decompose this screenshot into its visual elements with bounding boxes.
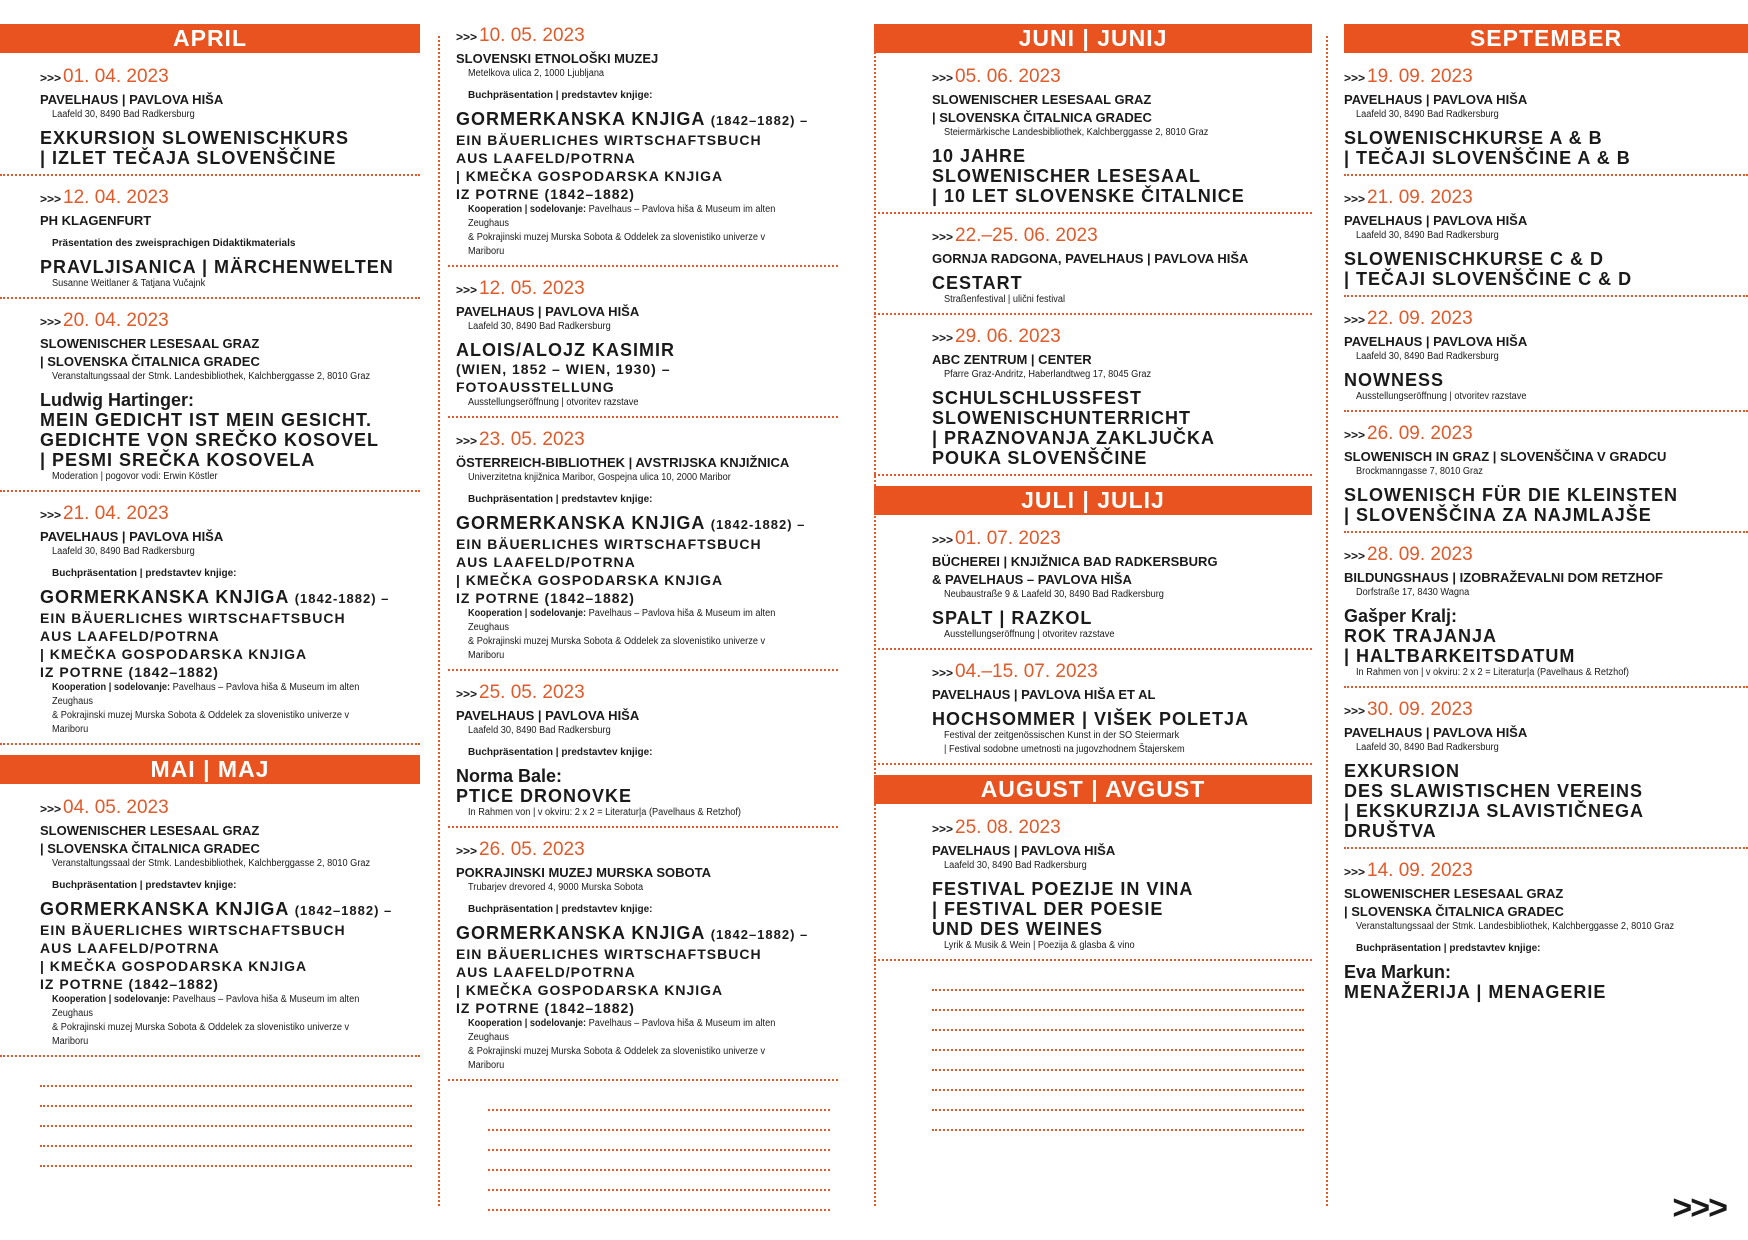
title-main: GORMERKANSKA KNJIGA <box>456 513 705 533</box>
event-note: | Festival sodobne umetnosti na jugovzhodnem Štajerskem <box>944 744 1185 755</box>
date-text: 30. 09. 2023 <box>1367 699 1473 720</box>
blank-line <box>488 1151 830 1171</box>
event-subtitle: | KMEČKA GOSPODARSKA KNJIGA <box>456 572 724 588</box>
event-note: Moderation | pogovor vodi: Erwin Köstler <box>52 471 218 482</box>
event-entry <box>0 309 420 492</box>
event-venue: SLOVENSKI ETNOLOŠKI MUZEJ <box>456 51 659 66</box>
event-venue: PAVELHAUS | PAVLOVA HIŠA <box>456 708 640 723</box>
event-kind: Buchpräsentation | predstavtev knjige: <box>468 90 653 101</box>
event-subtitle: IZ POTRNE (1842–1882) <box>456 186 635 202</box>
date-text: 04. 05. 2023 <box>63 797 169 818</box>
title-main: GORMERKANSKA KNJIGA <box>456 923 705 943</box>
event-date <box>40 796 412 821</box>
event-date <box>40 502 412 527</box>
event-title: MENAŽERIJA | MENAGERIE <box>1344 982 1607 1002</box>
event-venue: PAVELHAUS | PAVLOVA HIŠA ET AL <box>932 687 1156 702</box>
event-title <box>456 923 830 945</box>
event-venue: | SLOVENSKA ČITALNICA GRADEC <box>40 841 260 856</box>
blank-line <box>932 991 1304 1011</box>
event-venue: PAVELHAUS | PAVLOVA HIŠA <box>1344 334 1528 349</box>
coop-text: Pavelhaus – Pavlova hiša & Museum im alten Zeughaus <box>52 994 360 1019</box>
event-address: Laafeld 30, 8490 Bad Radkersburg <box>1356 230 1499 241</box>
event-address: Laafeld 30, 8490 Bad Radkersburg <box>944 860 1087 871</box>
coop-text-2: & Pokrajinski muzej Murska Sobota & Oddelek za slovenistiko univerze v Mariboru <box>52 710 350 735</box>
event-entry <box>0 65 420 176</box>
event-note: Ausstellungseröffnung | otvoritev razstave <box>1356 391 1527 402</box>
event-kind: Buchpräsentation | predstavtev knjige: <box>468 747 653 758</box>
column-divider <box>1326 36 1328 1206</box>
event-title: EXKURSION <box>1344 761 1461 781</box>
event-title: DRUŠTVA <box>1344 821 1437 841</box>
event-cooperation <box>468 203 801 231</box>
date-text: 26. 05. 2023 <box>479 839 585 860</box>
date-arrows: >>> <box>932 71 954 85</box>
event-title: | 10 LET SLOVENSKE ČITALNICE <box>932 186 1245 206</box>
blank-line <box>40 1107 412 1127</box>
event-subtitle: AUS LAAFELD/POTRNA <box>456 150 636 166</box>
blank-line <box>932 971 1304 991</box>
date-arrows: >>> <box>932 822 954 836</box>
event-date <box>932 660 1304 685</box>
event-address: Univerzitetna knjižnica Maribor, Gospejna ulica 10, 2000 Maribor <box>468 472 731 483</box>
column-september <box>1344 24 1748 1018</box>
event-title: POUKA SLOVENŠČINE <box>932 448 1148 468</box>
event-subtitle: EIN BÄUERLICHES WIRTSCHAFTSBUCH <box>456 536 762 552</box>
event-date <box>932 325 1304 350</box>
event-subtitle: FOTOAUSSTELLUNG <box>456 379 615 395</box>
event-title: NOWNESS <box>1344 370 1445 390</box>
blank-line <box>932 1091 1304 1111</box>
column-april-may <box>0 24 420 1167</box>
date-arrows: >>> <box>1344 549 1366 563</box>
date-text: 29. 06. 2023 <box>955 326 1061 347</box>
date-arrows: >>> <box>932 666 954 680</box>
event-author: Eva Markun: <box>1344 962 1452 982</box>
date-text: 19. 09. 2023 <box>1367 66 1473 87</box>
event-title: SPALT | RAZKOL <box>932 608 1093 628</box>
event-title <box>456 109 830 131</box>
date-arrows: >>> <box>40 315 62 329</box>
column-june-august <box>874 24 1312 1131</box>
event-subtitle: (WIEN, 1852 – WIEN, 1930) – <box>456 361 671 377</box>
event-title: SLOWENISCH FÜR DIE KLEINSTEN <box>1344 485 1679 505</box>
event-venue: PAVELHAUS | PAVLOVA HIŠA <box>1344 213 1528 228</box>
event-venue: | SLOVENSKA ČITALNICA GRADEC <box>40 354 260 369</box>
coop-label: Kooperation | sodelovanje: <box>468 608 587 619</box>
event-address: Steiermärkische Landesbibliothek, Kalchberggasse 2, 8010 Graz <box>944 127 1209 138</box>
coop-label: Kooperation | sodelovanje: <box>52 994 171 1005</box>
event-title: PRAVLJISANICA | MÄRCHENWELTEN <box>40 257 394 277</box>
blank-line <box>932 1031 1304 1051</box>
coop-text: Pavelhaus – Pavlova hiša & Museum im alten Zeughaus <box>52 682 360 707</box>
event-title: DES SLAWISTISCHEN VEREINS <box>1344 781 1644 801</box>
event-date <box>456 681 830 706</box>
column-divider <box>874 36 876 1206</box>
event-date <box>1344 307 1740 332</box>
event-title: SLOWENISCHUNTERRICHT <box>932 408 1191 428</box>
event-date <box>1344 186 1740 211</box>
month-header: AUGUST | AVGUST <box>874 775 1312 804</box>
date-arrows: >>> <box>1344 192 1366 206</box>
event-cooperation <box>468 1017 801 1045</box>
event-title: | PESMI SREČKA KOSOVELA <box>40 450 316 470</box>
blank-line <box>932 1071 1304 1091</box>
event-date <box>40 309 412 334</box>
date-text: 21. 09. 2023 <box>1367 187 1473 208</box>
event-entry <box>874 660 1312 765</box>
blank-line <box>488 1091 830 1111</box>
event-date <box>1344 859 1740 884</box>
date-text: 05. 06. 2023 <box>955 66 1061 87</box>
event-note: Festival der zeitgenössischen Kunst in der SO Steiermark <box>944 730 1180 741</box>
event-note: Ausstellungseröffnung | otvoritev razstave <box>468 397 639 408</box>
date-arrows: >>> <box>1344 428 1366 442</box>
coop-text-2: & Pokrajinski muzej Murska Sobota & Oddelek za slovenistiko univerze v Mariboru <box>468 1046 766 1071</box>
column-divider <box>438 36 440 1206</box>
date-arrows: >>> <box>932 230 954 244</box>
event-address: Laafeld 30, 8490 Bad Radkersburg <box>52 109 195 120</box>
coop-text-2: & Pokrajinski muzej Murska Sobota & Oddelek za slovenistiko univerze v Mariboru <box>468 232 766 257</box>
event-address: Dorfstraße 17, 8430 Wagna <box>1356 587 1470 598</box>
title-year: (1842-1882) – <box>294 591 390 606</box>
event-date <box>932 65 1304 90</box>
event-subtitle: | KMEČKA GOSPODARSKA KNJIGA <box>40 958 308 974</box>
event-title: SLOWENISCHKURSE C & D <box>1344 249 1605 269</box>
event-venue: PAVELHAUS | PAVLOVA HIŠA <box>40 92 224 107</box>
event-address: Laafeld 30, 8490 Bad Radkersburg <box>52 546 195 557</box>
event-address: Laafeld 30, 8490 Bad Radkersburg <box>1356 109 1499 120</box>
date-text: 25. 05. 2023 <box>479 682 585 703</box>
event-date <box>1344 65 1740 90</box>
event-title: MEIN GEDICHT IST MEIN GESICHT. <box>40 410 373 430</box>
event-title: | TEČAJI SLOVENŠČINE C & D <box>1344 269 1633 289</box>
event-date <box>456 838 830 863</box>
date-text: 22. 09. 2023 <box>1367 308 1473 329</box>
date-text: 14. 09. 2023 <box>1367 860 1473 881</box>
event-title <box>40 899 412 921</box>
event-entry <box>448 24 838 267</box>
date-arrows: >>> <box>1344 313 1366 327</box>
event-venue: PAVELHAUS | PAVLOVA HIŠA <box>40 529 224 544</box>
event-date <box>1344 543 1740 568</box>
event-entry <box>1344 186 1748 297</box>
event-venue: PH KLAGENFURT <box>40 213 152 228</box>
event-title: | EKSKURZIJA SLAVISTIČNEGA <box>1344 801 1645 821</box>
event-entry <box>874 65 1312 214</box>
event-title: SLOWENISCHER LESESAAL <box>932 166 1202 186</box>
date-text: 26. 09. 2023 <box>1367 423 1473 444</box>
event-subtitle: | KMEČKA GOSPODARSKA KNJIGA <box>456 982 724 998</box>
event-subtitle: | KMEČKA GOSPODARSKA KNJIGA <box>40 646 308 662</box>
event-entry <box>448 681 838 828</box>
blank-line <box>40 1127 412 1147</box>
event-title <box>40 587 412 609</box>
event-cooperation <box>468 607 801 635</box>
event-entry <box>1344 422 1748 533</box>
event-title: | HALTBARKEITSDATUM <box>1344 646 1576 666</box>
event-entry <box>1344 859 1748 1008</box>
event-entry <box>1344 543 1748 688</box>
event-subtitle: EIN BÄUERLICHES WIRTSCHAFTSBUCH <box>40 922 346 938</box>
event-subtitle: AUS LAAFELD/POTRNA <box>456 554 636 570</box>
date-text: 04.–15. 07. 2023 <box>955 661 1098 682</box>
event-kind: Buchpräsentation | predstavtev knjige: <box>468 904 653 915</box>
blank-line <box>488 1191 830 1211</box>
blank-line <box>40 1087 412 1107</box>
coop-text: Pavelhaus – Pavlova hiša & Museum im alten Zeughaus <box>468 1018 776 1043</box>
date-arrows: >>> <box>932 331 954 345</box>
coop-label: Kooperation | sodelovanje: <box>52 682 171 693</box>
title-year: (1842–1882) – <box>294 903 393 918</box>
event-entry <box>874 325 1312 476</box>
blank-line <box>932 1111 1304 1131</box>
event-kind: Buchpräsentation | predstavtev knjige: <box>468 494 653 505</box>
event-title: CESTART <box>932 273 1023 293</box>
event-venue: SLOWENISCHER LESESAAL GRAZ <box>1344 886 1564 901</box>
event-subtitle: IZ POTRNE (1842–1882) <box>456 1000 635 1016</box>
event-venue: SLOWENISCHER LESESAAL GRAZ <box>40 823 260 838</box>
event-venue: & PAVELHAUS – PAVLOVA HIŠA <box>932 572 1132 587</box>
event-cooperation <box>52 993 383 1021</box>
event-subtitle: EIN BÄUERLICHES WIRTSCHAFTSBUCH <box>40 610 346 626</box>
coop-text-2: & Pokrajinski muzej Murska Sobota & Oddelek za slovenistiko univerze v Mariboru <box>52 1022 350 1047</box>
event-date <box>932 527 1304 552</box>
event-entry <box>448 838 838 1081</box>
event-author: Ludwig Hartinger: <box>40 390 194 410</box>
event-subtitle: IZ POTRNE (1842–1882) <box>456 590 635 606</box>
blank-line <box>40 1147 412 1167</box>
date-arrows: >>> <box>40 71 62 85</box>
event-venue: SLOWENISCHER LESESAAL GRAZ <box>40 336 260 351</box>
event-title: | FESTIVAL DER POESIE <box>932 899 1164 919</box>
event-date <box>1344 698 1740 723</box>
event-entry <box>874 224 1312 315</box>
event-address: Laafeld 30, 8490 Bad Radkersburg <box>1356 351 1499 362</box>
blank-line <box>40 1067 412 1087</box>
event-entry <box>1344 307 1748 412</box>
event-venue: POKRAJINSKI MUZEJ MURSKA SOBOTA <box>456 865 711 880</box>
event-date <box>1344 422 1740 447</box>
event-address: Laafeld 30, 8490 Bad Radkersburg <box>468 725 611 736</box>
month-header: SEPTEMBER <box>1344 24 1748 53</box>
event-address: Veranstaltungssaal der Stmk. Landesbibliothek, Kalchberggasse 2, 8010 Graz <box>1356 921 1675 932</box>
event-subtitle: | KMEČKA GOSPODARSKA KNJIGA <box>456 168 724 184</box>
date-arrows: >>> <box>1344 704 1366 718</box>
event-title: PTICE DRONOVKE <box>456 786 633 806</box>
event-venue: ÖSTERREICH-BIBLIOTHEK | AVSTRIJSKA KNJIŽNICA <box>456 455 790 470</box>
event-date <box>456 428 830 453</box>
event-title <box>456 513 830 535</box>
date-text: 23. 05. 2023 <box>479 429 585 450</box>
event-venue: SLOWENISCHER LESESAAL GRAZ <box>932 92 1152 107</box>
event-title: 10 JAHRE <box>932 146 1027 166</box>
event-title: | PRAZNOVANJA ZAKLJUČKA <box>932 428 1216 448</box>
date-arrows: >>> <box>40 508 62 522</box>
event-note: Susanne Weitlaner & Tatjana Vučajnk <box>52 278 206 289</box>
event-title: HOCHSOMMER | VIŠEK POLETJA <box>932 709 1250 729</box>
event-address: Laafeld 30, 8490 Bad Radkersburg <box>1356 742 1499 753</box>
event-venue: BILDUNGSHAUS | IZOBRAŽEVALNI DOM RETZHOF <box>1344 570 1663 585</box>
date-arrows: >>> <box>456 687 478 701</box>
event-title: ALOIS/ALOJZ KASIMIR <box>456 340 676 360</box>
event-venue: PAVELHAUS | PAVLOVA HIŠA <box>932 843 1116 858</box>
date-text: 12. 04. 2023 <box>63 187 169 208</box>
event-address: Pfarre Graz-Andritz, Haberlandtweg 17, 8045 Graz <box>944 369 1152 380</box>
event-subtitle: AUS LAAFELD/POTRNA <box>40 628 220 644</box>
blank-line <box>932 1011 1304 1031</box>
date-text: 10. 05. 2023 <box>479 25 585 46</box>
event-address: Veranstaltungssaal der Stmk. Landesbibliothek, Kalchberggasse 2, 8010 Graz <box>52 371 371 382</box>
event-venue: | SLOVENSKA ČITALNICA GRADEC <box>932 110 1152 125</box>
event-subtitle: AUS LAAFELD/POTRNA <box>456 964 636 980</box>
event-title: ROK TRAJANJA <box>1344 626 1498 646</box>
month-header: APRIL <box>0 24 420 53</box>
date-arrows: >>> <box>40 192 62 206</box>
event-title: GEDICHTE VON SREČKO KOSOVEL <box>40 430 380 450</box>
coop-text: Pavelhaus – Pavlova hiša & Museum im alten Zeughaus <box>468 204 776 229</box>
next-page-arrow[interactable]: >>> <box>1672 1189 1726 1227</box>
date-text: 21. 04. 2023 <box>63 503 169 524</box>
event-venue: BÜCHEREI | KNJIŽNICA BAD RADKERSBURG <box>932 554 1218 569</box>
title-year: (1842-1882) – <box>710 517 806 532</box>
event-kind: Präsentation des zweisprachigen Didaktikmaterials <box>52 238 296 249</box>
event-date <box>40 186 412 211</box>
event-kind: Buchpräsentation | predstavtev knjige: <box>1356 943 1541 954</box>
event-title: | TEČAJI SLOVENŠČINE A & B <box>1344 148 1631 168</box>
coop-text: Pavelhaus – Pavlova hiša & Museum im alten Zeughaus <box>468 608 776 633</box>
date-arrows: >>> <box>40 802 62 816</box>
event-address: Metelkova ulica 2, 1000 Ljubljana <box>468 68 605 79</box>
month-header: JULI | JULIJ <box>874 486 1312 515</box>
event-venue: ABC ZENTRUM | CENTER <box>932 352 1092 367</box>
date-text: 12. 05. 2023 <box>479 278 585 299</box>
event-subtitle: EIN BÄUERLICHES WIRTSCHAFTSBUCH <box>456 132 762 148</box>
title-main: GORMERKANSKA KNJIGA <box>40 587 289 607</box>
event-venue: PAVELHAUS | PAVLOVA HIŠA <box>1344 725 1528 740</box>
event-title: SLOWENISCHKURSE A & B <box>1344 128 1603 148</box>
month-header: MAI | MAJ <box>0 755 420 784</box>
event-note: In Rahmen von | v okviru: 2 x 2 = Literatur|a (Pavelhaus & Retzhof) <box>1356 667 1629 678</box>
event-subtitle: IZ POTRNE (1842–1882) <box>40 976 219 992</box>
event-entry <box>874 816 1312 961</box>
event-entry <box>0 502 420 745</box>
event-title: | IZLET TEČAJA SLOVENŠČINE <box>40 148 337 168</box>
date-text: 01. 04. 2023 <box>63 66 169 87</box>
date-text: 01. 07. 2023 <box>955 528 1061 549</box>
event-title: UND DES WEINES <box>932 919 1104 939</box>
date-text: 25. 08. 2023 <box>955 817 1061 838</box>
event-subtitle: EIN BÄUERLICHES WIRTSCHAFTSBUCH <box>456 946 762 962</box>
event-address: Neubaustraße 9 & Laafeld 30, 8490 Bad Radkersburg <box>944 589 1164 600</box>
title-year: (1842–1882) – <box>710 927 809 942</box>
event-entry <box>1344 698 1748 849</box>
event-date <box>40 65 412 90</box>
event-subtitle: IZ POTRNE (1842–1882) <box>40 664 219 680</box>
event-entry <box>448 277 838 418</box>
event-author: Gašper Kralj: <box>1344 606 1458 626</box>
column-may <box>448 24 838 1211</box>
event-venue: PAVELHAUS | PAVLOVA HIŠA <box>1344 92 1528 107</box>
event-note: In Rahmen von | v okviru: 2 x 2 = Literatur|a (Pavelhaus & Retzhof) <box>468 807 741 818</box>
event-kind: Buchpräsentation | predstavtev knjige: <box>52 880 237 891</box>
event-note: Lyrik & Musik & Wein | Poezija & glasba & vino <box>944 940 1135 951</box>
date-arrows: >>> <box>932 533 954 547</box>
event-author: Norma Bale: <box>456 766 563 786</box>
event-date <box>456 24 830 49</box>
event-entry <box>0 796 420 1057</box>
date-arrows: >>> <box>456 844 478 858</box>
event-entry <box>448 428 838 671</box>
event-venue: | SLOVENSKA ČITALNICA GRADEC <box>1344 904 1564 919</box>
event-address: Laafeld 30, 8490 Bad Radkersburg <box>468 321 611 332</box>
date-arrows: >>> <box>456 283 478 297</box>
blank-line <box>932 1051 1304 1071</box>
event-title: | SLOVENŠČINA ZA NAJMLAJŠE <box>1344 505 1652 525</box>
event-entry <box>874 527 1312 650</box>
event-address: Brockmanngasse 7, 8010 Graz <box>1356 466 1483 477</box>
event-venue: GORNJA RADGONA, PAVELHAUS | PAVLOVA HIŠA <box>932 251 1249 266</box>
blank-line <box>488 1111 830 1131</box>
month-header: JUNI | JUNIJ <box>874 24 1312 53</box>
title-year: (1842–1882) – <box>710 113 809 128</box>
event-title: EXKURSION SLOWENISCHKURS <box>40 128 350 148</box>
event-venue: SLOWENISCH IN GRAZ | SLOVENŠČINA V GRADCU <box>1344 449 1667 464</box>
event-note: Straßenfestival | ulični festival <box>944 294 1066 305</box>
event-date <box>932 816 1304 841</box>
date-text: 28. 09. 2023 <box>1367 544 1473 565</box>
event-date <box>456 277 830 302</box>
title-main: GORMERKANSKA KNJIGA <box>456 109 705 129</box>
event-kind: Buchpräsentation | predstavtev knjige: <box>52 568 237 579</box>
event-title: SCHULSCHLUSSFEST <box>932 388 1143 408</box>
title-main: GORMERKANSKA KNJIGA <box>40 899 289 919</box>
coop-text-2: & Pokrajinski muzej Murska Sobota & Oddelek za slovenistiko univerze v Mariboru <box>468 636 766 661</box>
coop-label: Kooperation | sodelovanje: <box>468 204 587 215</box>
date-arrows: >>> <box>456 30 478 44</box>
event-address: Veranstaltungssaal der Stmk. Landesbibliothek, Kalchberggasse 2, 8010 Graz <box>52 858 371 869</box>
blank-line <box>488 1171 830 1191</box>
date-arrows: >>> <box>456 434 478 448</box>
event-date <box>932 224 1304 249</box>
event-note: Ausstellungseröffnung | otvoritev razstave <box>944 629 1115 640</box>
date-text: 22.–25. 06. 2023 <box>955 225 1098 246</box>
date-arrows: >>> <box>1344 71 1366 85</box>
event-subtitle: AUS LAAFELD/POTRNA <box>40 940 220 956</box>
event-title: FESTIVAL POEZIJE IN VINA <box>932 879 1194 899</box>
event-cooperation <box>52 681 383 709</box>
date-arrows: >>> <box>1344 865 1366 879</box>
blank-line <box>488 1131 830 1151</box>
event-entry <box>0 186 420 299</box>
event-address: Trubarjev drevored 4, 9000 Murska Sobota <box>468 882 644 893</box>
event-venue: PAVELHAUS | PAVLOVA HIŠA <box>456 304 640 319</box>
event-entry <box>1344 65 1748 176</box>
coop-label: Kooperation | sodelovanje: <box>468 1018 587 1029</box>
date-text: 20. 04. 2023 <box>63 310 169 331</box>
